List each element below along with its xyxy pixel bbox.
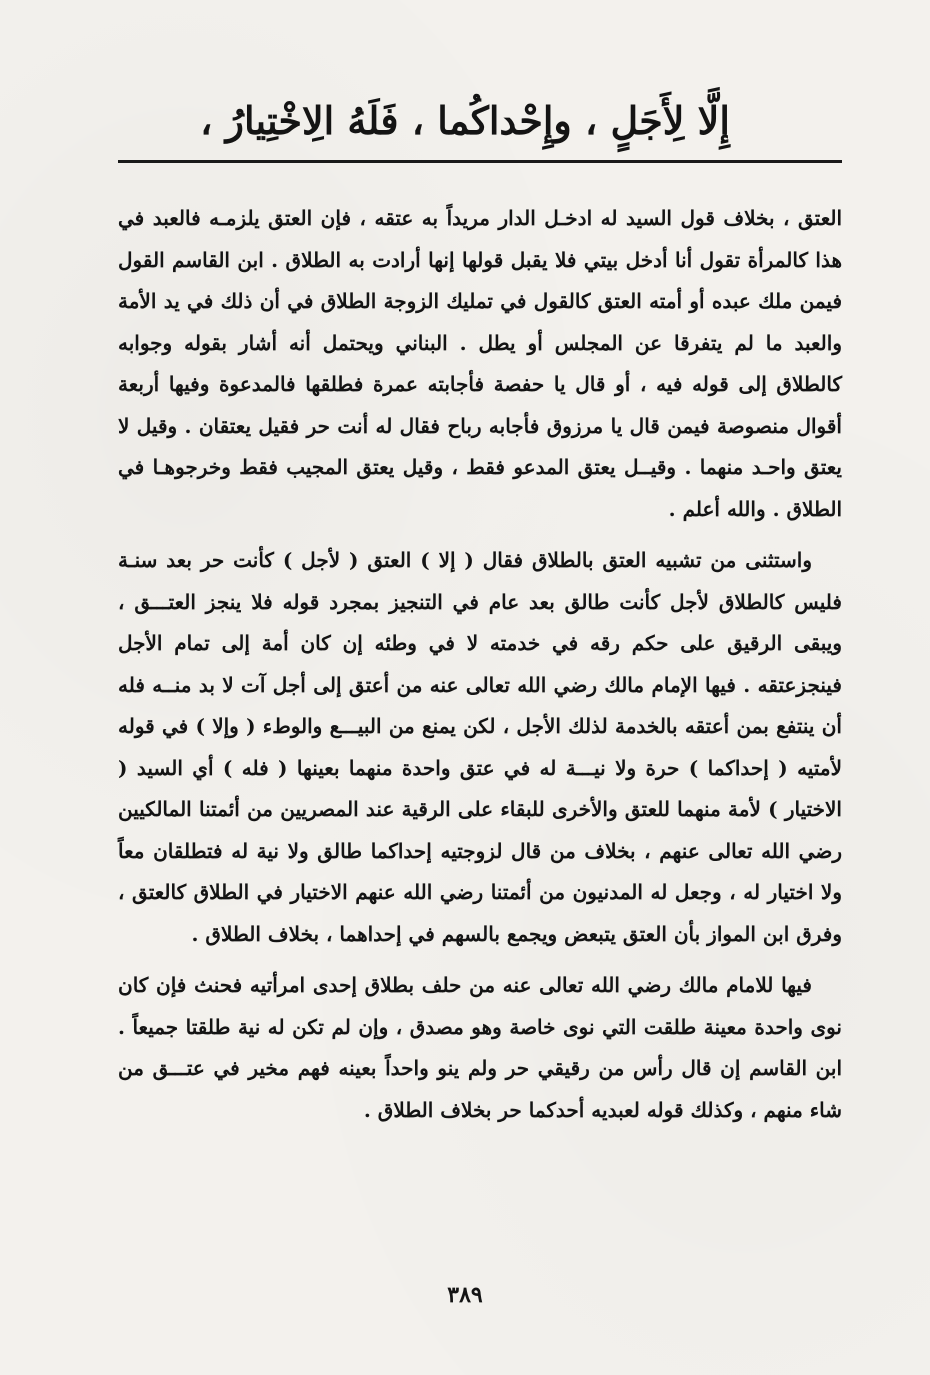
body-text: [118, 198, 842, 1131]
page-number: ٣٨٩: [447, 1282, 483, 1308]
paragraph-1: العتق ، بخلاف قول السيد له ادخـل الدار مريداً به عتقه ، فإن العتق يلزمـه فالعبد في هذا كالمرأة تقول أنا أدخل بيتي فلا يقبل قولها إنها أرادت به الطلاق . ابن القاسم القول فيمن ملك عبده أو أمته العتق كالقول في تمليك الزوجة الطلاق في أن ذلك في يد الأمة والعبد ما لم يتفرقا عن المجلس أو يطل . البناني ويحتمل أنه أشار بقوله وجوابه كالطلاق إلى قوله فيه ، أو قال يا حفصة فأجابته عمرة فطلقها فالمدعوة وفيها أربعة أقوال منصوصة فيمن قال يا مرزوق فأجابه رباح فقال له أنت حر فقيل يعتقان . وقيل لا يعتق واحـد منهما . وقيــل يعتق المدعو فقط ، وقيل يعتق المجيب فقط وخرجوهـا في الطلاق . والله أعلم .: [118, 206, 842, 521]
paragraph-3: فيها للامام مالك رضي الله تعالى عنه من حلف بطلاق إحدى امرأتيه فحنث فإن كان نوى واحدة معينة طلقت التي نوى خاصة وهو مصدق ، وإن لم تكن له نية طلقتا جميعاً . ابن القاسم إن قال رأس من رقيقي حر ولم ينو واحداً بعينه فهم مخير في عتـــق من شاء منهم ، وكذلك قوله لعبديه أحدكما حر بخلاف الطلاق .: [118, 973, 842, 1122]
running-head-title: إِلَّا لِأَجَلٍ ، وإِحْداكُما ، فَلَهُ الِاخْتِيارُ ،: [200, 98, 730, 143]
paragraph-2: واستثنى من تشبيه العتق بالطلاق فقال ( إلا ) العتق ( لأجل ) كأنت حر بعد سنـة فليس كالطلاق لأجل كأنت طالق بعد عام في التنجيز بمجرد قوله فلا ينجز العتـــق ، ويبقى الرقيق على حكم رقه في خدمته لا في وطئه إن كان أمة إلى تمام الأجل فينجزعتقه . فيها الإمام مالك رضي الله تعالى عنه من أعتق إلى أجل آت لا بد منــه فله أن ينتفع بمن أعتقه بالخدمة لذلك الأجل ، لكن يمنع من البيـــع والوطء ( وإلا ) في قوله لأمتيه ( إحداكما ) حرة ولا نيـــة له في عتق واحدة منهما بعينها ( فله ) أي السيد ( الاختيار ) لأمة منهما للعتق والأخرى للبقاء على الرقية عند المصريين من أئمتنا المالكيين رضي الله تعالى عنهم ، بخلاف من قال لزوجتيه إحداكما طالق ولا نية له فتطلقان معاً ولا اختيار له ، وجعل له المدنيون من أئمتنا رضي الله عنهم الاختيار في الطلاق كالعتق ، وفرق ابن المواز بأن العتق يتبعض ويجمع بالسهم في إحداهما ، بخلاف الطلاق .: [118, 548, 842, 946]
header-rule: [118, 160, 842, 163]
